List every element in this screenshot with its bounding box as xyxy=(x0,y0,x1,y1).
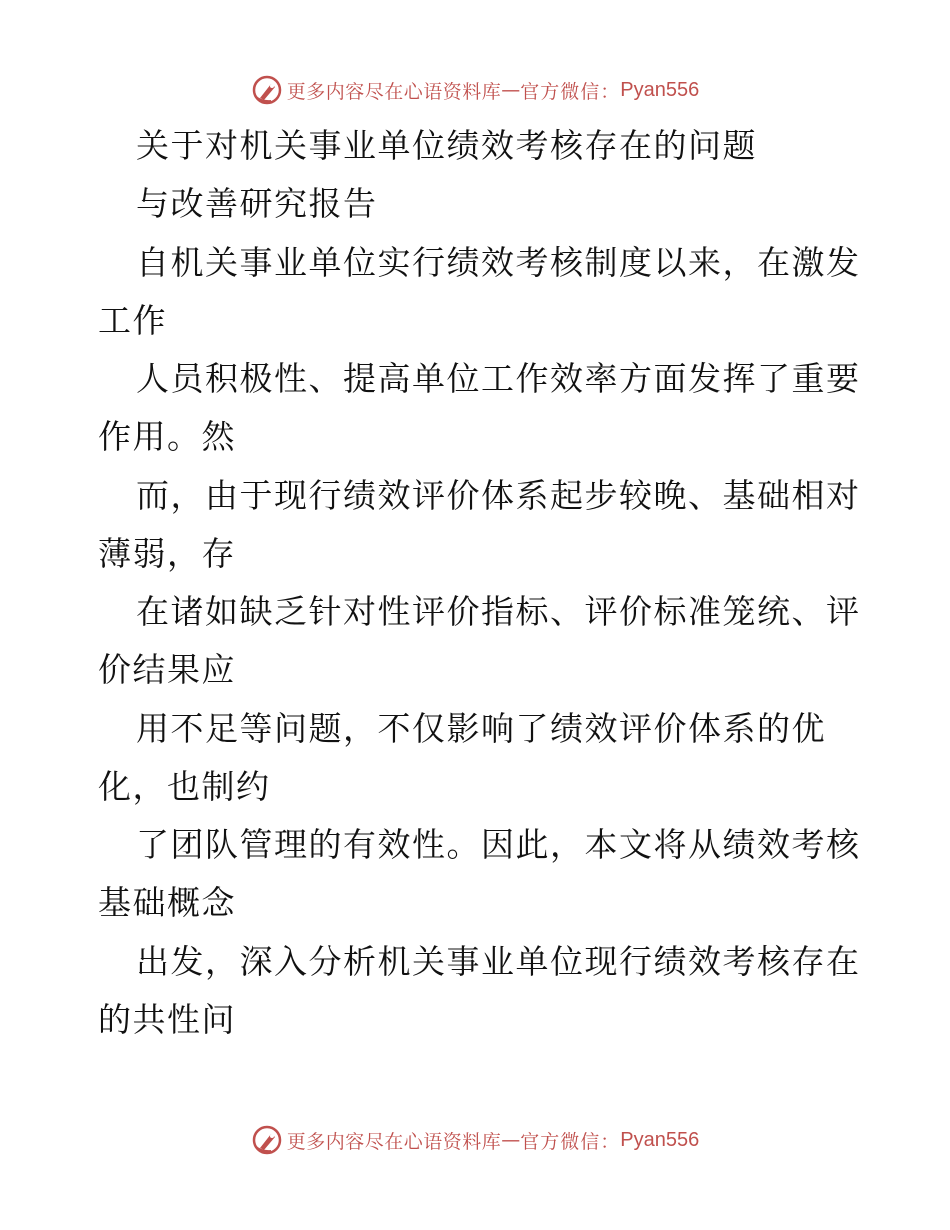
paragraph-line: 出发，深入分析机关事业单位现行绩效考核存在 xyxy=(136,942,861,981)
paragraph-line: 了团队管理的有效性。因此，本文将从绩效考核 xyxy=(136,825,861,864)
paragraph-line: 在诸如缺乏针对性评价指标、评价标准笼统、评 xyxy=(136,592,861,631)
banner-separator: — xyxy=(501,1129,521,1151)
paragraph-line: 作用。然 xyxy=(98,417,236,456)
paragraph-line: 工作 xyxy=(98,301,167,340)
paragraph-line: 化，也制约 xyxy=(98,767,271,806)
document-title-line-1: 关于对机关事业单位绩效考核存在的问题 xyxy=(136,126,757,165)
paragraph-line: 价结果应 xyxy=(98,650,236,689)
banner-separator: — xyxy=(501,79,521,101)
paragraph-line: 薄弱，存 xyxy=(98,534,236,573)
paragraph-line: 的共性问 xyxy=(98,1000,236,1039)
banner-text: 更多内容尽在心语资料库 xyxy=(286,80,502,103)
paragraph-line: 用不足等问题，不仅影响了绩效评价体系的优 xyxy=(136,709,826,748)
banner-label: 官方微信： xyxy=(520,80,621,103)
document-title-line-2: 与改善研究报告 xyxy=(136,184,378,223)
paragraph-line: 而，由于现行绩效评价体系起步较晚、基础相对 xyxy=(136,476,861,515)
banner-wechat-id: Pyan556 xyxy=(620,78,700,101)
banner-label: 官方微信： xyxy=(520,1130,621,1153)
banner-text: 更多内容尽在心语资料库 xyxy=(286,1130,502,1153)
header-banner xyxy=(0,72,950,108)
banner-wechat-id: Pyan556 xyxy=(620,1128,700,1151)
paragraph-line: 人员积极性、提高单位工作效率方面发挥了重要 xyxy=(136,359,861,398)
pen-nib-icon xyxy=(251,74,283,106)
pen-nib-icon xyxy=(251,1124,283,1156)
footer-banner xyxy=(0,1122,950,1158)
paragraph-line: 基础概念 xyxy=(98,883,236,922)
paragraph-line: 自机关事业单位实行绩效考核制度以来，在激发 xyxy=(136,243,861,282)
